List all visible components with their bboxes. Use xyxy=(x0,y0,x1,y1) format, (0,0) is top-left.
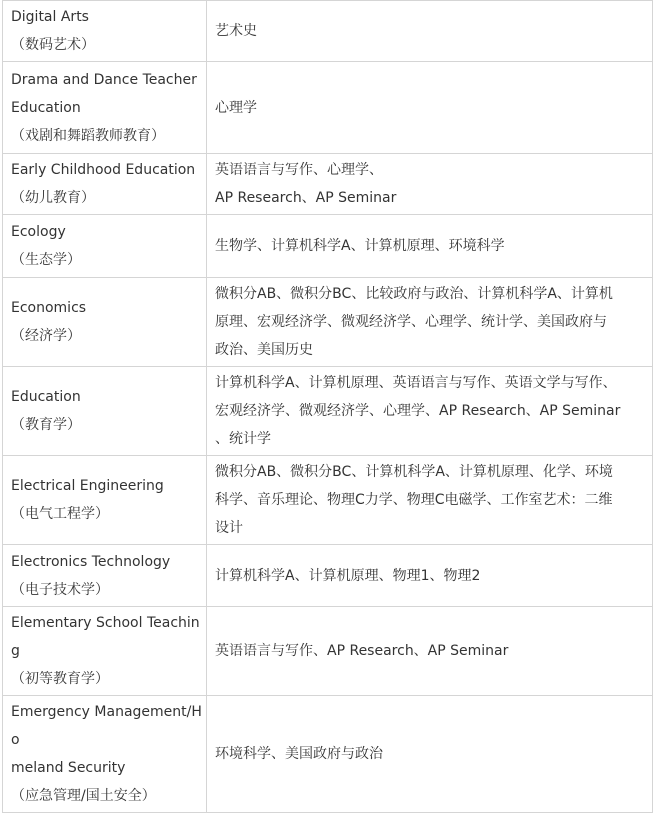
courses-cell xyxy=(207,1,653,62)
courses-cell xyxy=(207,367,653,456)
major-cell xyxy=(3,215,207,278)
majors-courses-table xyxy=(2,0,653,813)
course-list-line: 科学、音乐理论、物理C力学、物理C电磁学、工作室艺术：二维 xyxy=(215,492,613,508)
major-name-line: （教育学） xyxy=(11,417,81,433)
major-name-line: （电子技术学） xyxy=(11,581,109,598)
major-cell xyxy=(3,278,207,367)
major-cell xyxy=(3,545,207,607)
table-row xyxy=(3,367,653,456)
courses-cell xyxy=(207,62,653,154)
course-list-line: 微积分AB、微积分BC、计算机科学A、计算机原理、化学、环境 xyxy=(215,464,613,480)
course-list-line: AP Research、AP Seminar xyxy=(215,190,397,206)
courses-cell xyxy=(207,696,653,813)
major-name-line: Economics xyxy=(11,300,87,316)
major-name-line: （电气工程学） xyxy=(11,506,109,522)
major-cell xyxy=(3,367,207,456)
major-cell xyxy=(3,154,207,215)
major-name-line: Education xyxy=(11,99,81,116)
major-name-line: （应急管理/国土安全） xyxy=(11,788,156,804)
major-name-line: Elementary School Teaching xyxy=(11,615,200,659)
major-name-line: Emergency Management/Ho xyxy=(11,704,202,748)
major-cell xyxy=(3,62,207,154)
course-list-line: 原理、宏观经济学、微观经济学、心理学、统计学、美国政府与 xyxy=(215,314,607,330)
major-name-line: （幼儿教育） xyxy=(11,190,95,206)
course-list-line: 计算机科学A、计算机原理、物理1、物理2 xyxy=(215,567,481,584)
courses-cell xyxy=(207,215,653,278)
table-row xyxy=(3,1,653,62)
course-list-line: 宏观经济学、微观经济学、心理学、AP Research、AP Seminar xyxy=(215,403,621,419)
table-row xyxy=(3,215,653,278)
major-cell xyxy=(3,607,207,696)
course-list-line: 设计 xyxy=(215,520,243,536)
courses-cell xyxy=(207,154,653,215)
course-list-line: 环境科学、美国政府与政治 xyxy=(215,746,383,762)
courses-cell xyxy=(207,545,653,607)
major-name-line: （戏剧和舞蹈教师教育） xyxy=(11,127,165,144)
course-list-line: 英语语言与写作、心理学、 xyxy=(215,162,383,178)
major-name-line: Digital Arts xyxy=(11,9,89,25)
table-row xyxy=(3,456,653,545)
major-cell xyxy=(3,456,207,545)
table-row xyxy=(3,545,653,607)
table-row xyxy=(3,278,653,367)
table-body xyxy=(3,1,653,813)
table-row xyxy=(3,696,653,813)
courses-cell xyxy=(207,607,653,696)
course-list-line: 生物学、计算机科学A、计算机原理、环境科学 xyxy=(215,238,505,254)
table-row xyxy=(3,607,653,696)
course-list-line: 、统计学 xyxy=(215,431,271,447)
course-list-line: 艺术史 xyxy=(215,23,257,39)
courses-cell xyxy=(207,456,653,545)
major-name-line: Electrical Engineering xyxy=(11,478,164,494)
major-name-line: （生态学） xyxy=(11,252,81,268)
major-name-line: Early Childhood Education xyxy=(11,162,196,178)
major-cell xyxy=(3,696,207,813)
major-cell xyxy=(3,1,207,62)
major-name-line: （数码艺术） xyxy=(11,37,95,53)
major-name-line: meland Security xyxy=(11,760,126,776)
table-row xyxy=(3,62,653,154)
major-name-line: （经济学） xyxy=(11,328,81,344)
courses-cell xyxy=(207,278,653,367)
major-name-line: （初等教育学） xyxy=(11,671,109,687)
table-row xyxy=(3,154,653,215)
course-list-line: 微积分AB、微积分BC、比较政府与政治、计算机科学A、计算机 xyxy=(215,286,613,302)
course-list-line: 英语语言与写作、AP Research、AP Seminar xyxy=(215,643,509,659)
major-name-line: Drama and Dance Teacher xyxy=(11,71,197,88)
major-name-line: Education xyxy=(11,389,81,405)
course-list-line: 心理学 xyxy=(215,99,257,116)
major-name-line: Ecology xyxy=(11,224,66,240)
course-list-line: 计算机科学A、计算机原理、英语语言与写作、英语文学与写作、 xyxy=(215,375,617,391)
major-name-line: Electronics Technology xyxy=(11,553,171,570)
course-list-line: 政治、美国历史 xyxy=(215,342,313,358)
